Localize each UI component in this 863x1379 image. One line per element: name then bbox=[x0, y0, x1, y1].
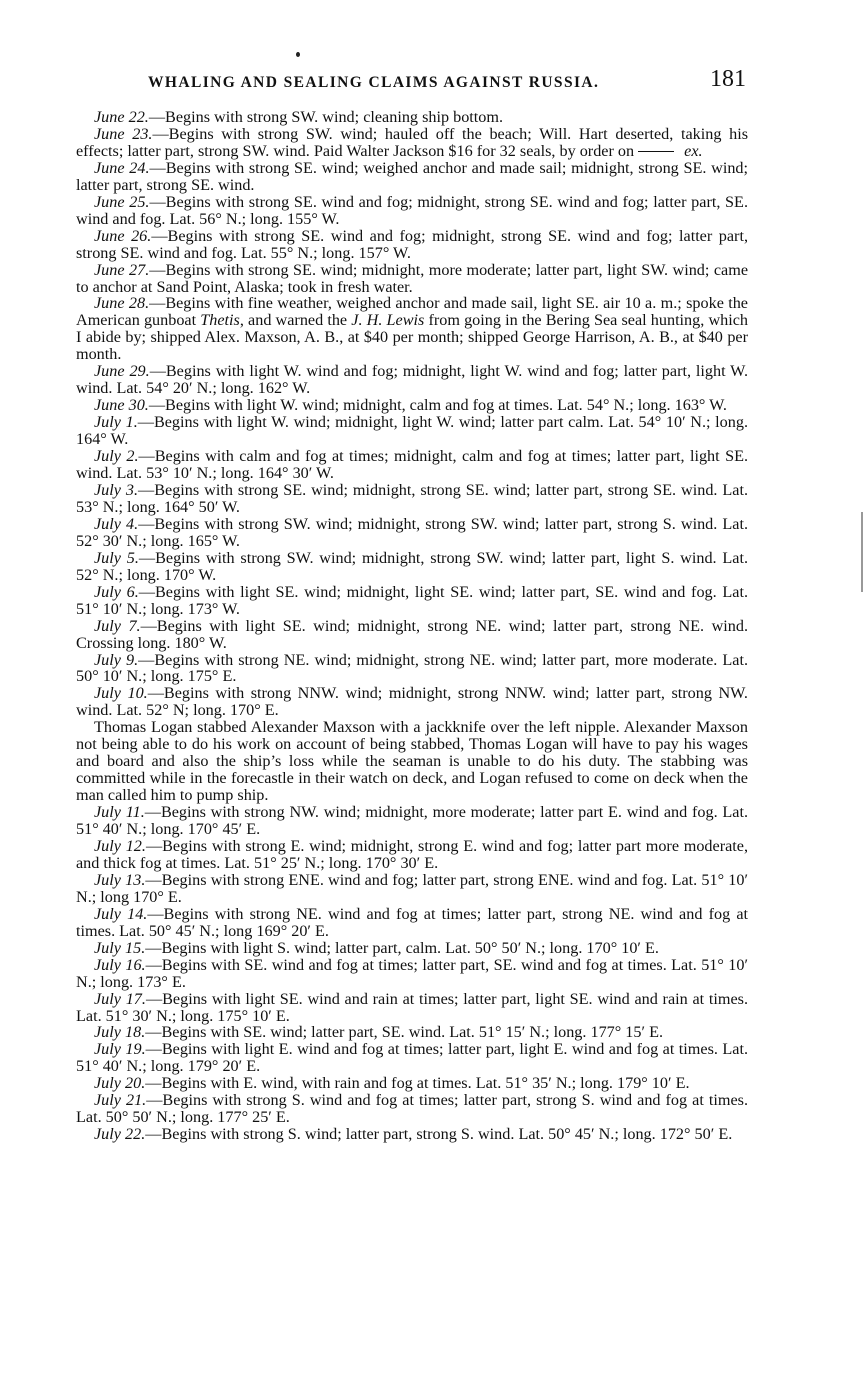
log-entry bbox=[76, 940, 748, 957]
entry-text: —Begins with strong SE. wind; midnight, more moderate; latter part, light SW. wind; came to anchor at Sand Point, Alaska; took in fresh water. bbox=[76, 260, 749, 296]
entry-text: —Begins with light SE. wind and rain at times; latter part, light SE. wind and rain at times. Lat. 51° 30′ N.; long. 175° 10′ E. bbox=[76, 989, 748, 1025]
print-speck bbox=[296, 52, 300, 57]
log-entry bbox=[76, 872, 748, 906]
entry-text: —Begins with strong NW. wind; midnight, more moderate; latter part E. wind and fog. Lat. 51° 40′ N.; long. 170° 45′ E. bbox=[76, 803, 748, 839]
entry-date: July 22. bbox=[94, 1125, 146, 1144]
log-entry bbox=[76, 652, 748, 686]
log-entry bbox=[76, 414, 748, 448]
entry-text: —Begins with light SE. wind; midnight, strong NE. wind; latter part, strong NE. wind. Crossing long. 180° W. bbox=[76, 616, 748, 652]
entry-date: July 5. bbox=[94, 548, 139, 567]
entry-text: —Begins with strong SW. wind; hauled off the beach; Will. Hart deserted, taking his effects; latter part, strong SW. wind. Paid Walter Jackson $16 for 32 seals, by order on bbox=[76, 124, 749, 160]
entry-date: July 11. bbox=[94, 803, 145, 822]
log-entry bbox=[76, 1092, 748, 1126]
entry-text: —Begins with strong ENE. wind and fog; latter part, strong ENE. wind and fog. Lat. 51° 10′ N.; long 170° E. bbox=[76, 870, 748, 906]
log-entry bbox=[76, 838, 748, 872]
entry-text: —Begins with strong SW. wind; cleaning ship bottom. bbox=[148, 108, 504, 126]
entry-text: Thomas Logan stabbed Alexander Maxson with a jackknife over the left nipple. Alexander Maxson not being able to do his work on account of being stabbed, Thomas Logan will have to pay his wages and board and also the ship’s loss while the seaman is unable to do his duty. The stabbing was committed while in the forecastle in their watch on deck, and Logan refused to come on deck when the man called him to pump ship. bbox=[76, 718, 748, 805]
entry-text: —Begins with light W. wind; midnight, light W. wind; latter part calm. Lat. 54° 10′ N.; long. 164° W. bbox=[76, 413, 748, 449]
entry-date: June 28. bbox=[94, 294, 150, 313]
vessel-name: J. H. Lewis bbox=[351, 311, 425, 330]
entry-date: July 7. bbox=[94, 616, 141, 635]
log-entry bbox=[76, 126, 748, 160]
entry-text: —Begins with fine weather, weighed anchor and made sail, light SE. air 10 a. m.; spoke the American gunboat bbox=[76, 294, 748, 330]
log-entry bbox=[76, 194, 748, 228]
log-entry bbox=[76, 991, 748, 1025]
entry-text: —Begins with strong S. wind and fog at times; latter part, strong S. wind and fog at times. Lat. 50° 50′ N.; long. 177° 25′ E. bbox=[76, 1091, 748, 1127]
entry-text: —Begins with strong NE. wind and fog at times; latter part, strong NE. wind and fog at times. Lat. 50° 45′ N.; long 169° 20′ E. bbox=[76, 904, 748, 940]
entry-date: July 19. bbox=[94, 1040, 146, 1059]
log-entry bbox=[76, 516, 748, 550]
entry-text: —Begins with strong SW. wind; midnight, strong SW. wind; latter part, strong S. wind. Lat. 52° 30′ N.; long. 165° W. bbox=[76, 514, 749, 550]
entry-date: July 14. bbox=[94, 904, 148, 923]
entry-date: June 29. bbox=[94, 362, 150, 381]
entry-date: July 12. bbox=[94, 836, 146, 855]
entry-date: June 24. bbox=[94, 158, 150, 177]
log-entry bbox=[76, 397, 748, 414]
entry-text: —Begins with strong E. wind; midnight, strong E. wind and fog; latter part more moderate, and thick fog at times. Lat. 51° 25′ N.; long. 170° 30′ E. bbox=[76, 836, 749, 872]
entry-date: July 6. bbox=[94, 582, 139, 601]
entry-text: —Begins with strong SE. wind and fog; midnight, strong SE. wind and fog; latter part, SE. wind and fog. Lat. 56° N.; long. 155° W. bbox=[76, 192, 748, 228]
entry-text: —Begins with strong S. wind; latter part, strong S. wind. Lat. 50° 45′ N.; long. 172° 50′ E. bbox=[145, 1125, 733, 1144]
entry-date: July 16. bbox=[94, 955, 146, 974]
entry-date: June 23. bbox=[94, 124, 153, 143]
entry-text: —Begins with strong NE. wind; midnight, strong NE. wind; latter part, more moderate. Lat. 50° 10′ N.; long. 175° E. bbox=[76, 650, 748, 686]
log-entry bbox=[76, 957, 748, 991]
entry-date: July 17. bbox=[94, 989, 146, 1008]
entry-text: —Begins with E. wind, with rain and fog at times. Lat. 51° 35′ N.; long. 179° 10′ E. bbox=[145, 1074, 690, 1093]
entry-date: July 13. bbox=[94, 870, 146, 889]
page-number: 181 bbox=[710, 66, 746, 92]
entry-text: —Begins with light W. wind; midnight, calm and fog at times. Lat. 54° N.; long. 163° W. bbox=[148, 396, 727, 415]
log-entry bbox=[76, 550, 748, 584]
entry-text: from going in the Bering Sea seal hunting, which I abide by; shipped Alex. Maxson, A. B., at $40 per month; shipped George Harrison, A. B., at $40 per month. bbox=[76, 311, 748, 364]
entry-date: July 18. bbox=[94, 1023, 146, 1042]
log-entry bbox=[76, 1041, 748, 1075]
entry-text-tail: ex. bbox=[680, 141, 703, 160]
log-entry bbox=[76, 160, 748, 194]
entry-date: July 3. bbox=[94, 480, 139, 499]
entry-text: —Begins with calm and fog at times; midnight, calm and fog at times; latter part, light SE. wind. Lat. 53° 10′ N.; long. 164° 30′ W. bbox=[76, 447, 749, 483]
entry-date: June 26. bbox=[94, 226, 152, 245]
log-entry bbox=[76, 584, 748, 618]
entry-date: June 25. bbox=[94, 192, 150, 211]
entry-text: —Begins with strong SW. wind; midnight, strong SW. wind; latter part, light S. wind. Lat. 52° N.; long. 170° W. bbox=[76, 548, 748, 584]
entry-text: —Begins with strong SE. wind; weighed anchor and made sail; midnight, strong SE. wind; latter part, strong SE. wind. bbox=[76, 158, 749, 194]
entry-text: , and warned the bbox=[239, 311, 352, 330]
entry-date: June 27. bbox=[94, 260, 150, 279]
log-entry bbox=[76, 906, 748, 940]
log-entry bbox=[76, 804, 748, 838]
log-entry bbox=[76, 482, 748, 516]
log-entry bbox=[76, 1126, 748, 1143]
entry-text: —Begins with light W. wind and fog; midnight, light W. wind and fog; latter part, light W. wind. Lat. 54° 20′ N.; long. 162° W. bbox=[76, 362, 749, 398]
page-header bbox=[148, 66, 750, 102]
blank-line bbox=[638, 151, 674, 152]
entry-text: —Begins with light E. wind and fog at times; latter part, light E. wind and fog at times. Lat. 51° 40′ N.; long. 179° 20′ E. bbox=[76, 1040, 748, 1076]
entry-text: —Begins with strong SE. wind and fog; midnight, strong SE. wind and fog; latter part, strong SE. wind and fog. Lat. 55° N.; long. 157° W. bbox=[76, 226, 748, 262]
entry-text: —Begins with light SE. wind; midnight, light SE. wind; latter part, SE. wind and fog. Lat. 51° 10′ N.; long. 173° W. bbox=[76, 582, 748, 618]
entry-date: July 9. bbox=[94, 650, 139, 669]
log-entries bbox=[76, 109, 748, 1143]
log-entry bbox=[76, 1075, 748, 1092]
entry-date: July 4. bbox=[94, 514, 139, 533]
log-entry bbox=[76, 295, 748, 363]
entry-date: July 1. bbox=[94, 413, 138, 432]
vessel-name: Thetis bbox=[200, 311, 240, 330]
entry-date: July 10. bbox=[94, 684, 148, 703]
entry-text: —Begins with strong NNW. wind; midnight, strong NNW. wind; latter part, strong NW. wind. Lat. 52° N; long. 170° E. bbox=[76, 684, 748, 720]
log-entry bbox=[76, 262, 748, 296]
entry-text: —Begins with SE. wind; latter part, SE. wind. Lat. 51° 15′ N.; long. 177° 15′ E. bbox=[145, 1023, 664, 1042]
log-entry bbox=[76, 363, 748, 397]
log-entry bbox=[76, 228, 748, 262]
entry-text: —Begins with SE. wind and fog at times; latter part, SE. wind and fog at times. Lat. 51° 10′ N.; long. 173° E. bbox=[76, 955, 748, 991]
entry-date: July 2. bbox=[94, 447, 139, 466]
entry-date: June 30. bbox=[94, 396, 149, 415]
entry-date: June 22. bbox=[94, 108, 149, 126]
log-entry bbox=[76, 618, 748, 652]
entry-text: —Begins with light S. wind; latter part, calm. Lat. 50° 50′ N.; long. 170° 10′ E. bbox=[145, 938, 659, 957]
log-entry bbox=[76, 448, 748, 482]
entry-date: July 15. bbox=[94, 938, 146, 957]
running-title: WHALING AND SEALING CLAIMS AGAINST RUSSIA. bbox=[148, 74, 600, 91]
log-entry bbox=[76, 719, 748, 804]
log-entry bbox=[76, 109, 748, 126]
log-entry bbox=[76, 1024, 748, 1041]
log-entry bbox=[76, 685, 748, 719]
entry-date: July 21. bbox=[94, 1091, 147, 1110]
entry-text: —Begins with strong SE. wind; midnight, strong SE. wind; latter part, strong SE. wind. Lat. 53° N.; long. 164° 50′ W. bbox=[76, 480, 749, 516]
entry-date: July 20. bbox=[94, 1074, 146, 1093]
